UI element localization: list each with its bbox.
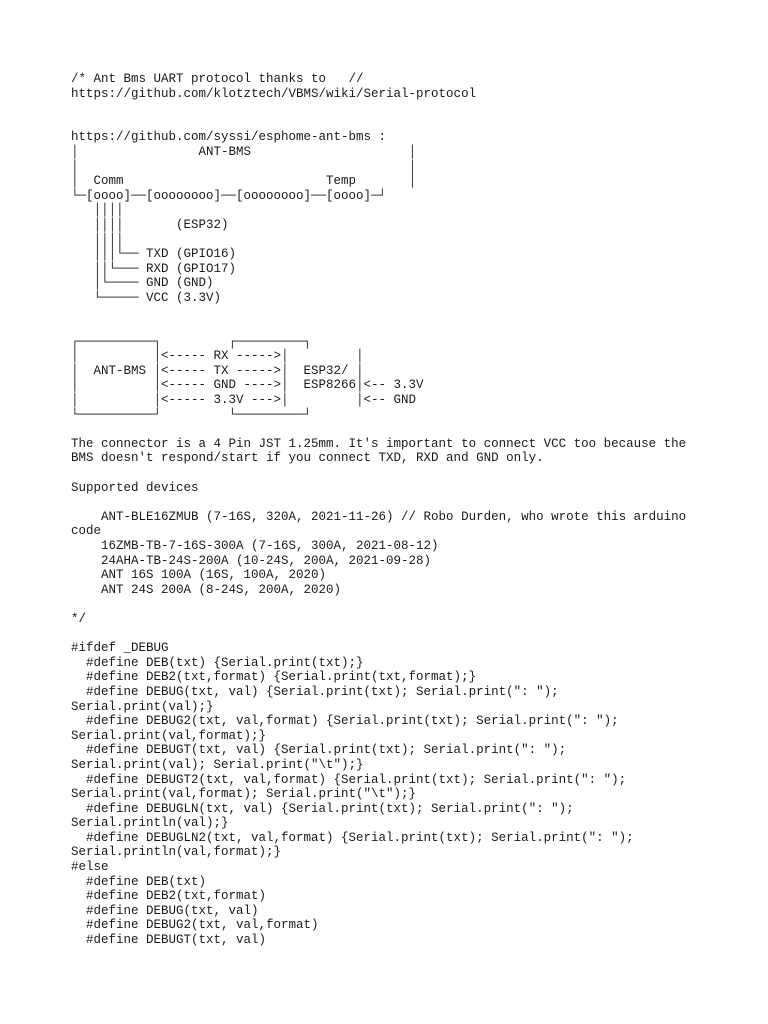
define-line: Serial.print(val,format);} [71, 728, 267, 743]
wiring-diagram-line: ┌──────────┐ ┌─────────┐ [71, 334, 312, 349]
define-line: #define DEBUGT(txt, val) {Serial.print(txt); Serial.print(": "); [71, 743, 567, 758]
code-line: https://github.com/klotztech/VBMS/wiki/Serial-protocol [71, 86, 477, 101]
ascii-diagram-line: ││││ [71, 232, 124, 247]
define-line: #define DEBUG(txt, val) [71, 903, 259, 918]
ascii-diagram-line: └───── VCC (3.3V) [71, 290, 222, 305]
wiring-diagram-line: │ │<----- RX ----->│ │ [71, 349, 364, 364]
code-line [71, 116, 731, 131]
code-line [71, 306, 731, 321]
define-line: #define DEB(txt) {Serial.print(txt);} [71, 655, 364, 670]
code-line [71, 101, 731, 116]
ascii-diagram-line: │ ANT-BMS │ [71, 144, 417, 159]
device-list-item: ANT 24S 200A (8-24S, 200A, 2020) [71, 582, 342, 597]
comment-end-line: */ [71, 611, 87, 626]
device-list-item: ANT 16S 100A (16S, 100A, 2020) [71, 568, 327, 583]
code-line [71, 422, 731, 437]
ascii-diagram-line: │ │ [71, 159, 417, 174]
preprocessor-line: #ifdef _DEBUG [71, 641, 169, 656]
ascii-diagram-line: │└──── GND (GND) [71, 276, 214, 291]
ascii-diagram-line: │ Comm Temp │ [71, 174, 417, 189]
code-line [71, 597, 731, 612]
ascii-diagram-line: ││││ (ESP32) [71, 217, 229, 232]
wiring-diagram-line: │ ANT-BMS │<----- TX ----->│ ESP32/ │ [71, 363, 364, 378]
supported-devices-heading: Supported devices [71, 480, 199, 495]
define-line: #define DEBUGT(txt, val) [71, 933, 267, 948]
source-code-block [71, 72, 731, 948]
wiring-diagram-line: │ │<----- 3.3V --->│ │<-- GND [71, 393, 417, 408]
code-line [71, 466, 731, 481]
ascii-diagram-line: └─[oooo]──[oooooooo]──[oooooooo]──[oooo]─┘ [71, 188, 387, 203]
define-line: #define DEB2(txt,format) [71, 889, 267, 904]
define-line: #define DEBUG2(txt, val,format) {Serial.print(txt); Serial.print(": "); [71, 714, 619, 729]
comment-paragraph-line: The connector is a 4 Pin JST 1.25mm. It's important to connect VCC too because the [71, 436, 687, 451]
define-line: Serial.print(val,format); Serial.print("\t");} [71, 787, 417, 802]
define-line: #define DEBUG2(txt, val,format) [71, 918, 319, 933]
define-line: #define DEBUGLN(txt, val) {Serial.print(txt); Serial.print(": "); [71, 801, 574, 816]
define-line: Serial.println(val,format);} [71, 845, 282, 860]
define-line: Serial.println(val);} [71, 816, 229, 831]
define-line: #define DEBUGLN2(txt, val,format) {Serial.print(txt); Serial.print(": "); [71, 830, 634, 845]
define-line: #define DEB2(txt,format) {Serial.print(txt,format);} [71, 670, 477, 685]
ascii-diagram-line: │││└── TXD (GPIO16) [71, 247, 237, 262]
code-line: /* Ant Bms UART protocol thanks to // [71, 72, 364, 86]
ascii-diagram-line: ││││ [71, 203, 124, 218]
define-line: #define DEB(txt) [71, 874, 207, 889]
device-list-item: 24AHA-TB-24S-200A (10-24S, 200A, 2021-09-28) [71, 553, 432, 568]
define-line: #define DEBUGT2(txt, val,format) {Serial.print(txt); Serial.print(": "); [71, 772, 627, 787]
wiring-diagram-line: └──────────┘ └─────────┘ [71, 407, 312, 422]
wiring-diagram-line: │ │<----- GND ---->│ ESP8266│<-- 3.3V [71, 378, 424, 393]
code-line [71, 627, 731, 642]
define-line: Serial.print(val);} [71, 699, 214, 714]
device-list-item: 16ZMB-TB-7-16S-300A (7-16S, 300A, 2021-08-12) [71, 539, 439, 553]
comment-paragraph-line: BMS doesn't respond/start if you connect TXD, RXD and GND only. [71, 451, 544, 466]
device-list-item: code [71, 524, 102, 539]
preprocessor-line: #else [71, 860, 109, 875]
ascii-diagram-line: ││└─── RXD (GPIO17) [71, 261, 237, 276]
device-list-item: ANT-BLE16ZMUB (7-16S, 320A, 2021-11-26) // Robo Durden, who wrote this arduino [71, 509, 687, 524]
define-line: #define DEBUG(txt, val) {Serial.print(txt); Serial.print(": "); [71, 684, 559, 699]
code-line [71, 320, 731, 335]
code-line [71, 495, 731, 510]
define-line: Serial.print(val); Serial.print("\t");} [71, 757, 364, 772]
code-line: https://github.com/syssi/esphome-ant-bms : [71, 130, 387, 145]
